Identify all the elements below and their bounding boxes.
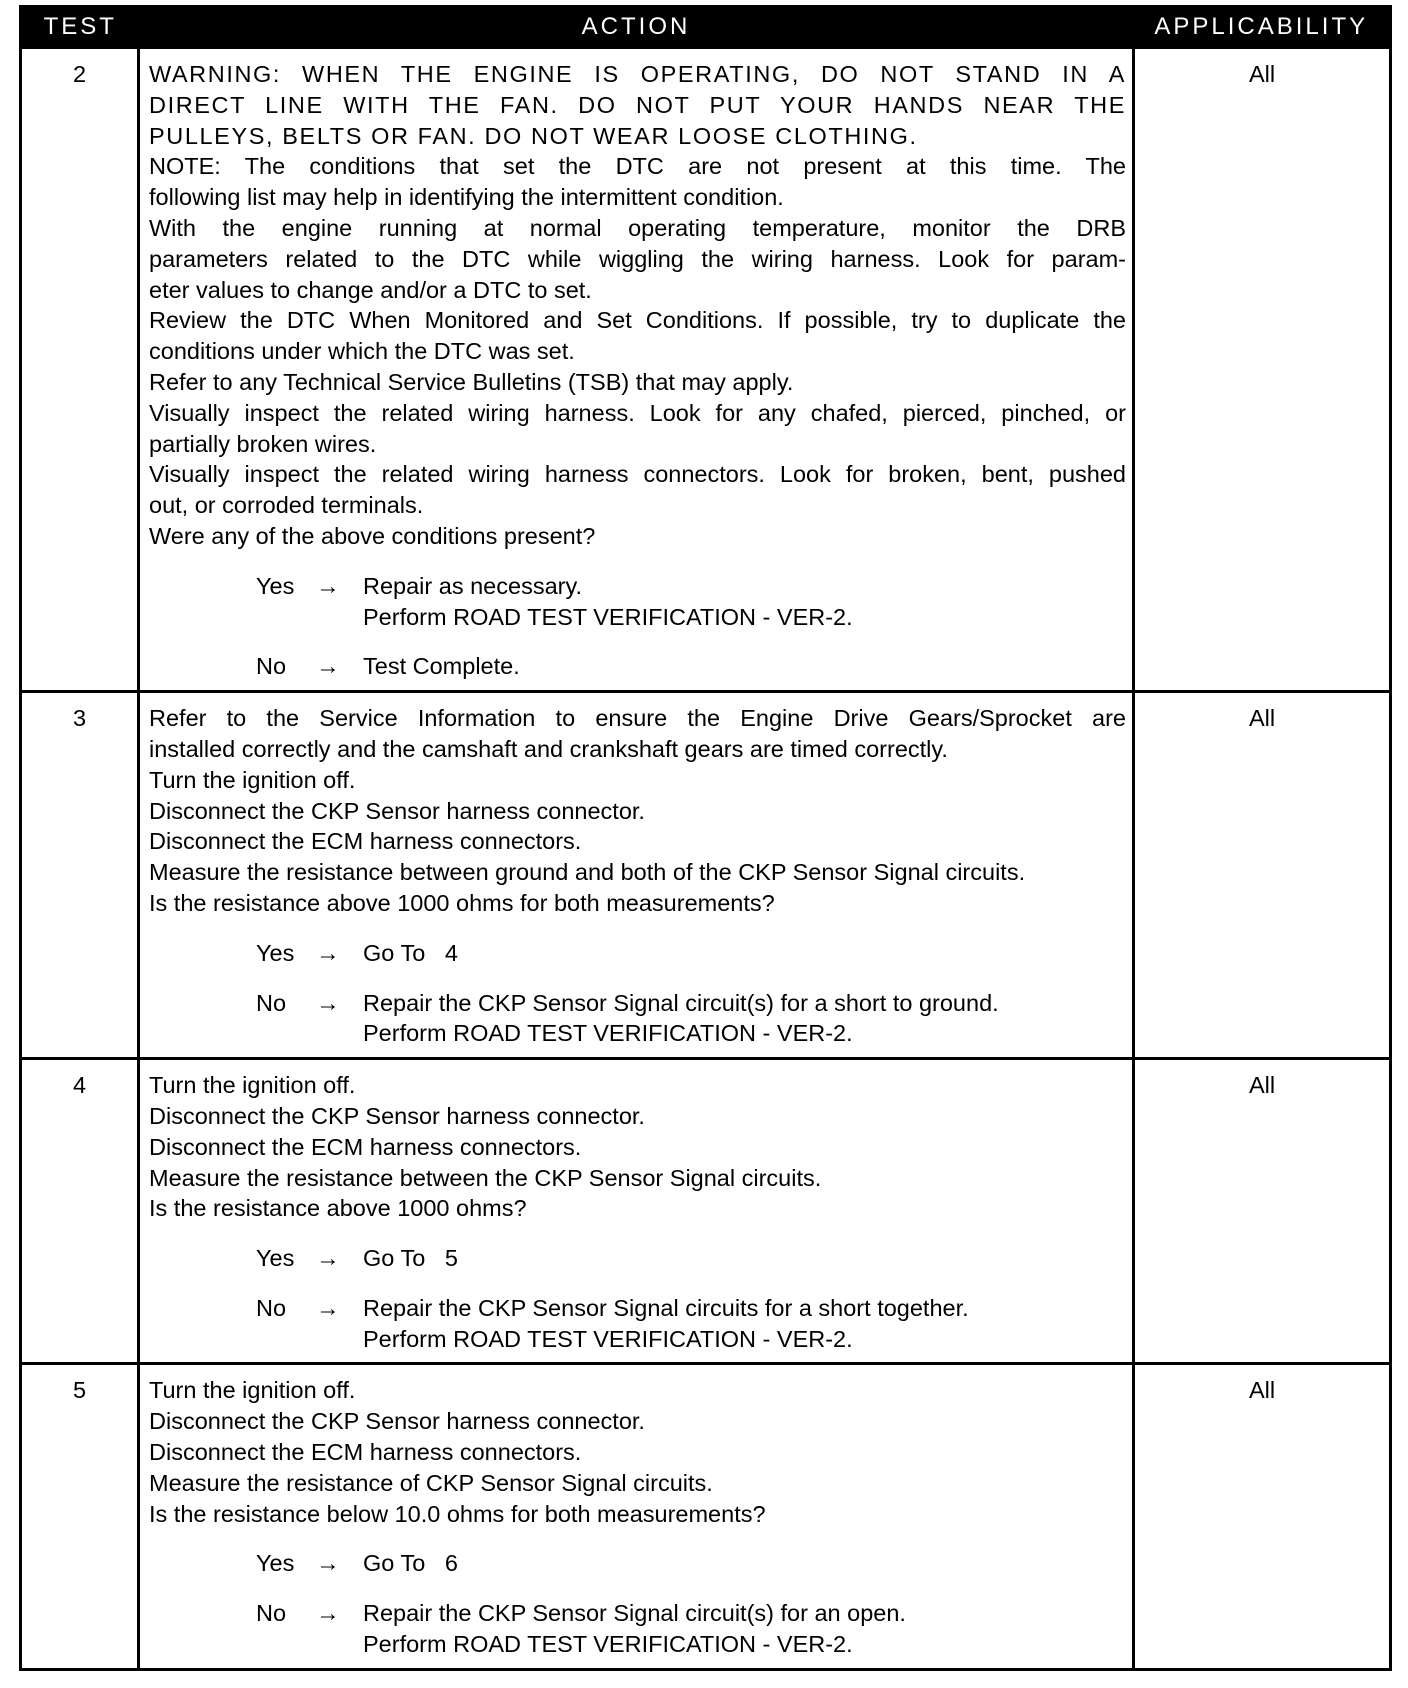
table-header-row (21, 7, 1391, 48)
action-line: following list may help in identifying the intermittent condition. (149, 184, 784, 211)
table-row (21, 1059, 1391, 1364)
header-action: ACTION (139, 7, 1134, 48)
outcome-line: Repair the CKP Sensor Signal circuits for a short together. (363, 1294, 969, 1321)
action-line: NOTE: The conditions that set the DTC are not present at this time. The (149, 153, 1126, 180)
action-line: Visually inspect the related wiring harness. Look for any chafed, pierced, pinched, or (149, 399, 1126, 426)
no-label-group (149, 988, 363, 1050)
yes-outcome (363, 1548, 1126, 1579)
no-label: No (256, 653, 287, 680)
outcome-line: Go To 5 (363, 1245, 458, 1272)
table-row (21, 692, 1391, 1059)
arrow-right-icon: → (316, 1245, 340, 1272)
action-line: installed correctly and the camshaft and crankshaft gears are timed correctly. (149, 735, 948, 762)
table-body (21, 48, 1391, 1670)
arrow-right-icon: → (316, 572, 340, 599)
no-label: No (256, 1294, 287, 1321)
outcome-line: Perform ROAD TEST VERIFICATION - VER-2. (363, 1020, 853, 1047)
action-cell (139, 1059, 1134, 1364)
test-number: 5 (21, 1364, 139, 1669)
yes-label: Yes (256, 572, 295, 599)
action-cell (139, 48, 1134, 692)
yes-response (149, 1243, 1126, 1274)
outcome-line: Repair the CKP Sensor Signal circuit(s) for a short to ground. (363, 989, 999, 1016)
action-line: With the engine running at normal operating temperature, monitor the DRB (149, 214, 1126, 241)
no-label: No (256, 989, 287, 1016)
test-number: 2 (21, 48, 139, 692)
arrow-right-icon: → (316, 1550, 340, 1577)
action-line: parameters related to the DTC while wiggling the wiring harness. Look for param- (149, 245, 1126, 272)
diagnostic-page (19, 5, 1389, 1671)
action-cell (139, 692, 1134, 1059)
yes-label: Yes (256, 1550, 295, 1577)
action-line: Turn the ignition off. (149, 1072, 356, 1099)
action-line: Refer to the Service Information to ensure the Engine Drive Gears/Sprocket are (149, 705, 1126, 732)
action-line: Is the resistance below 10.0 ohms for both measurements? (149, 1500, 766, 1527)
yes-outcome (363, 1243, 1126, 1274)
action-line: PULLEYS, BELTS OR FAN. DO NOT WEAR LOOSE CLOTHING. (149, 122, 918, 149)
arrow-right-icon: → (316, 1600, 340, 1627)
no-outcome (363, 988, 1126, 1050)
applicability-value: All (1134, 48, 1391, 692)
no-label-group (149, 1598, 363, 1660)
yes-outcome (363, 571, 1126, 633)
action-line: Visually inspect the related wiring harness connectors. Look for broken, bent, pushed (149, 461, 1126, 488)
outcome-line: Go To 4 (363, 939, 458, 966)
applicability-value: All (1134, 1059, 1391, 1364)
arrow-right-icon: → (316, 989, 340, 1016)
no-response (149, 651, 1126, 682)
table-row (21, 48, 1391, 692)
action-line: Disconnect the CKP Sensor harness connector. (149, 1408, 645, 1435)
yes-outcome (363, 938, 1126, 969)
action-line: Refer to any Technical Service Bulletins (TSB) that may apply. (149, 368, 794, 395)
yes-label: Yes (256, 939, 295, 966)
arrow-right-icon: → (316, 939, 340, 966)
yes-label-group (149, 571, 363, 633)
test-number: 3 (21, 692, 139, 1059)
yes-label-group (149, 1243, 363, 1274)
outcome-line: Perform ROAD TEST VERIFICATION - VER-2. (363, 1325, 853, 1352)
arrow-right-icon: → (316, 653, 340, 680)
action-line: eter values to change and/or a DTC to set. (149, 276, 592, 303)
yes-label: Yes (256, 1245, 295, 1272)
yes-response (149, 1548, 1126, 1579)
outcome-line: Repair as necessary. (363, 572, 582, 599)
no-response (149, 1293, 1126, 1355)
header-test: TEST (21, 7, 139, 48)
outcome-line: Repair the CKP Sensor Signal circuit(s) for an open. (363, 1600, 906, 1627)
header-applicability: APPLICABILITY (1134, 7, 1391, 48)
action-line: Turn the ignition off. (149, 766, 356, 793)
action-line: Were any of the above conditions present? (149, 522, 596, 549)
action-line: Review the DTC When Monitored and Set Conditions. If possible, try to duplicate the (149, 307, 1126, 334)
diagnostic-table (19, 5, 1392, 1671)
no-label-group (149, 1293, 363, 1355)
action-line: Measure the resistance between ground and both of the CKP Sensor Signal circuits. (149, 859, 1026, 886)
action-line: partially broken wires. (149, 430, 377, 457)
yes-response (149, 571, 1126, 633)
action-line: Is the resistance above 1000 ohms for both measurements? (149, 889, 775, 916)
action-line: Measure the resistance of CKP Sensor Signal circuits. (149, 1469, 713, 1496)
action-line: Is the resistance above 1000 ohms? (149, 1195, 527, 1222)
action-line: DIRECT LINE WITH THE FAN. DO NOT PUT YOUR HANDS NEAR THE (149, 91, 1126, 118)
action-line: Turn the ignition off. (149, 1377, 356, 1404)
no-outcome (363, 651, 1126, 682)
no-response (149, 988, 1126, 1050)
no-label: No (256, 1600, 287, 1627)
action-line: Measure the resistance between the CKP Sensor Signal circuits. (149, 1164, 822, 1191)
no-label-group (149, 651, 363, 682)
arrow-right-icon: → (316, 1294, 340, 1321)
action-line: out, or corroded terminals. (149, 492, 424, 519)
action-line: Disconnect the CKP Sensor harness connector. (149, 797, 645, 824)
no-response (149, 1598, 1126, 1660)
action-line: conditions under which the DTC was set. (149, 338, 575, 365)
action-line: Disconnect the CKP Sensor harness connector. (149, 1102, 645, 1129)
action-line: Disconnect the ECM harness connectors. (149, 1439, 582, 1466)
outcome-line: Go To 6 (363, 1550, 458, 1577)
action-line: Disconnect the ECM harness connectors. (149, 828, 582, 855)
table-row (21, 1364, 1391, 1669)
no-outcome (363, 1293, 1126, 1355)
no-outcome (363, 1598, 1126, 1660)
yes-label-group (149, 1548, 363, 1579)
outcome-line: Perform ROAD TEST VERIFICATION - VER-2. (363, 603, 853, 630)
yes-response (149, 938, 1126, 969)
outcome-line: Perform ROAD TEST VERIFICATION - VER-2. (363, 1631, 853, 1658)
yes-label-group (149, 938, 363, 969)
action-line: Disconnect the ECM harness connectors. (149, 1133, 582, 1160)
outcome-line: Test Complete. (363, 653, 520, 680)
applicability-value: All (1134, 1364, 1391, 1669)
applicability-value: All (1134, 692, 1391, 1059)
action-line: WARNING: WHEN THE ENGINE IS OPERATING, DO NOT STAND IN A (149, 61, 1126, 87)
action-cell (139, 1364, 1134, 1669)
test-number: 4 (21, 1059, 139, 1364)
